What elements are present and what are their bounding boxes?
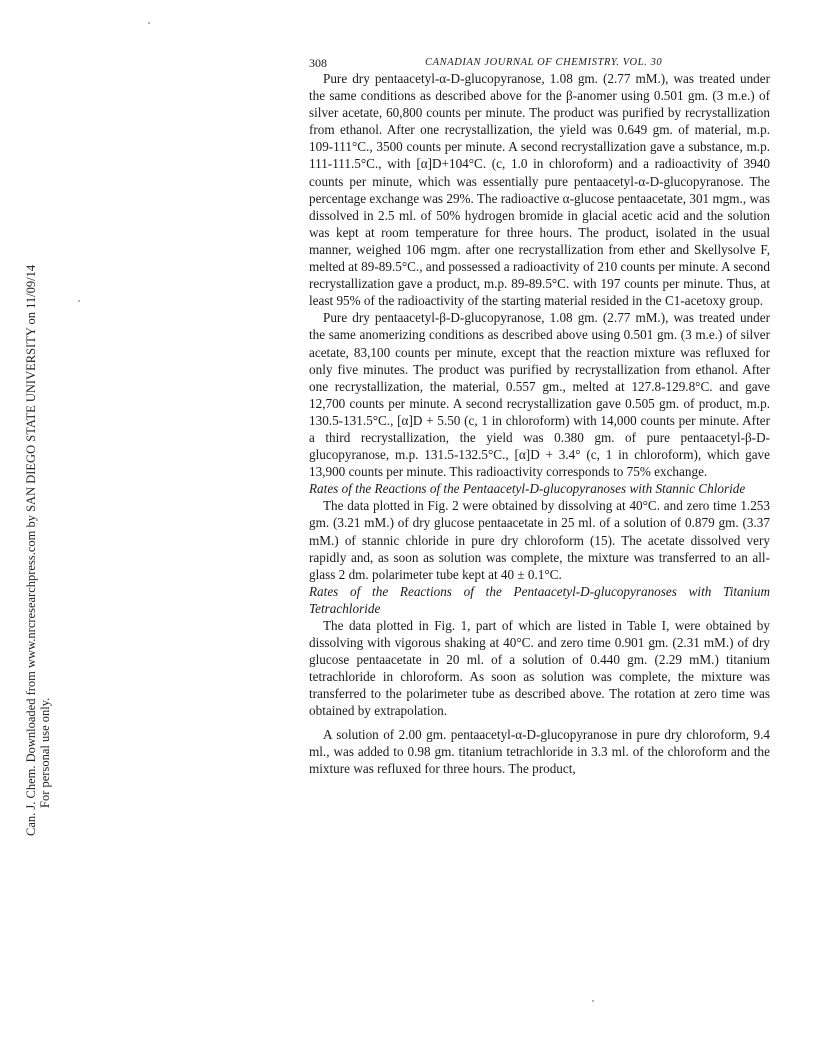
article-body (309, 70, 770, 777)
download-watermark (4, 240, 52, 840)
watermark-line-1: Can. J. Chem. Downloaded from www.nrcresearchpress.com by SAN DIEGO STATE UNIVERSITY on 11/09/14 (24, 264, 38, 836)
journal-title: CANADIAN JOURNAL OF CHEMISTRY. VOL. 30 (425, 57, 663, 68)
speck (148, 22, 150, 24)
subheading-titanium-tetrachloride: Rates of the Reactions of the Pentaacetyl-D-glucopyranoses with Titanium Tetrachloride (309, 583, 770, 616)
speck (592, 1000, 594, 1002)
paragraph-alpha-exchange: Pure dry pentaacetyl-α-D-glucopyranose, 1.08 gm. (2.77 mM.), was treated under the same conditions as described above for the β-anomer using 0.501 gm. (3 m.e.) of silver acetate, 60,800 counts per minute. The product was purified by recrystallization from ethanol. After one recrystallization, the yield was 0.649 gm. of material, m.p. 109-111°C., 3500 counts per minute. A second recrystallization gave a substance, m.p. 111-111.5°C., with [α]D+104°C. (c, 1.0 in chloroform) and a radioactivity of 3940 counts per minute, which was essentially pure pentaacetyl-α-D-glucopyranose. The percentage exchange was 29%. The radioactive α-glucose pentaacetate, 301 mgm., was dissolved in 2.5 ml. of 50% hydrogen bromide in glacial acetic acid and the solution was kept at room temperature for three hours. The product, isolated in the usual manner, weighed 106 mgm. after one recrystallization from ether and Skellysolve F, melted at 89-89.5°C., and possessed a radioactivity of 210 counts per minute. A second recrystallization gave a product, m.p. 89-89.5°C. with 197 counts per minute. Thus, at least 95% of the radioactivity of the starting material resided in the C1-acetoxy group. (309, 71, 770, 309)
paragraph-beta-exchange: Pure dry pentaacetyl-β-D-glucopyranose, 1.08 gm. (2.77 mM.), was treated under the same anomerizing conditions as described above using 0.501 gm. (3 m.e.) of silver acetate, 83,100 counts per minute, except that the reaction mixture was refluxed for only five minutes. The product was purified by recrystallization from ethanol. After one recrystallization, the material, 0.557 gm., melted at 127.8-129.8°C. and gave 12,700 counts per minute. A second recrystallization gave 0.505 gm. of product, m.p. 130.5-131.5°C., [α]D + 5.50 (c, 1 in chloroform) with 14,000 counts per minute. After a third recrystallization, the yield was 0.380 gm. of pure pentaacetyl-β-D-glucopyranose, m.p. 131.5-132.5°C., [α]D + 3.4° (c, 1 in chloroform), which gave 13,900 counts per minute. This radioactivity corresponds to 75% exchange. (309, 310, 770, 480)
speck (78, 300, 80, 302)
paragraph-titanium-tetrachloride: The data plotted in Fig. 1, part of which are listed in Table I, were obtained by dissolving with vigorous shaking at 40°C. and zero time 0.901 gm. (2.31 mM.) of dry glucose pentaacetate in 20 ml. of a solution of 0.440 gm. (2.29 mM.) titanium tetrachloride in chloroform. As soon as solution was complete, the mixture was transferred to the polarimeter tube as described above. The rotation at zero time was obtained by extrapolation. (309, 618, 770, 719)
watermark-line-2: For personal use only. (38, 697, 52, 808)
subheading-stannic-chloride: Rates of the Reactions of the Pentaacetyl-D-glucopyranoses with Stannic Chloride (309, 481, 746, 497)
paragraph-reflux: A solution of 2.00 gm. pentaacetyl-α-D-glucopyranose in pure dry chloroform, 9.4 ml., was added to 0.98 gm. titanium tetrachloride in 3.3 ml. of the chloroform and the mixture was refluxed for three hours. The product, (309, 726, 770, 776)
paragraph-stannic-chloride: The data plotted in Fig. 2 were obtained by dissolving at 40°C. and zero time 1.253 gm. (3.21 mM.) of dry glucose pentaacetate in 25 ml. of a solution of 0.879 gm. (3.37 mM.) of stannic chloride in pure dry chloroform (15). The acetate dissolved very rapidly and, as soon as solution was complete, the mixture was transferred to an all-glass 2 dm. polarimeter tube kept at 40 ± 0.1°C. (309, 498, 770, 582)
page-number: 308 (309, 56, 327, 70)
